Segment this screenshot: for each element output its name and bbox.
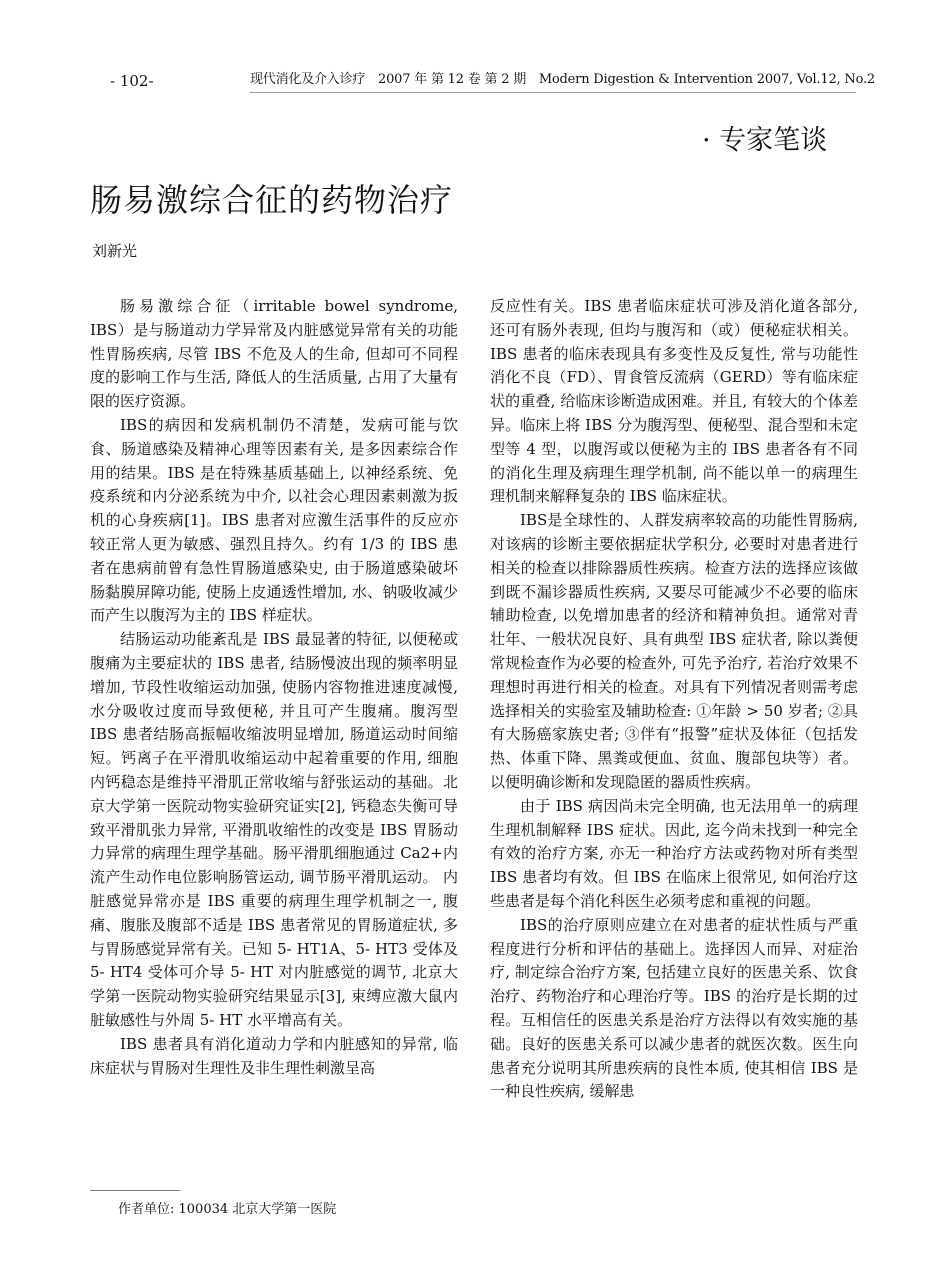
- article-title: 肠易激综合征的药物治疗: [90, 181, 454, 219]
- paragraph: 由于 IBS 病因尚未完全明确, 也无法用单一的病理生理机制解释 IBS 症状。因此, 迄今尚未找到一种完全有效的治疗方案, 亦无一种治疗方法或药物对所有类型 IBS 患者均有效。但 IBS 在临床上很常见, 如何治疗这些患者是每个消化科医生必须考虑和重视的问题。: [490, 796, 858, 910]
- paragraph: IBS是全球性的、人群发病率较高的功能性胃肠病, 对该病的诊断主要依据症状学积分, 必要时对患者进行相关的检查以排除器质性疾病。检查方法的选择应该做到既不漏诊器质性疾病, 又要尽可能减少不必要的临床辅助检查, 以免增加患者的经济和精神负担。通常对青壮年、一般状况良好、具有典型 IBS 症状者, 除以粪便常规检查作为必要的检查外, 可先予治疗, 若治疗效果不理想时再进行相关的检查。对具有下列情况者则需考虑选择相关的实验室及辅助检查: ①年龄 > 50 岁者; ②具有大肠癌家族史者; ③伴有“报警”症状及体征（包括发热、体重下降、黑粪或便血、贫血、腹部包块等）者。以便明确诊断和发现隐匿的器质性疾病。: [490, 511, 858, 791]
- paragraph: 结肠运动功能紊乱是 IBS 最显著的特征, 以便秘或腹痛为主要症状的 IBS 患者, 结肠慢波出现的频率明显增加, 节段性收缩运动加强, 使肠内容物推进速度减慢, 水分吸收过度而导致便秘, 并且可产生腹痛。腹泻型 IBS 患者结肠高振幅收缩波明显增加, 肠道运动时间缩短。钙离子在平滑肌收缩运动中起着重要的作用, 细胞内钙稳态是维持平滑肌正常收缩与舒张运动的基础。北京大学第一医院动物实验研究证实[2], 钙稳态失衡可导致平滑肌张力异常, 平滑肌收缩性的改变是 IBS 胃肠动力异常的病理生理学基础。肠平滑肌细胞通过 Ca2+内流产生动作电位影响肠管运动, 调节肠平滑肌运动。 内脏感觉异常亦是 IBS 重要的病理生理学机制之一, 腹痛、腹胀及腹部不适是 IBS 患者常见的胃肠道症状, 多与胃肠感觉异常有关。已知 5- HT1A、5- HT3 受体及 5- HT4 受体可介导 5- HT 对内脏感觉的调节, 北京大学第一医院动物实验研究结果显示[3], 束缚应激大鼠内脏敏感性与外周 5- HT 水平增高有关。: [90, 630, 458, 1029]
- author-name: 刘新光: [92, 242, 138, 260]
- header-rule: [250, 92, 856, 93]
- paragraph: IBS 患者具有消化道动力学和内脏感知的异常, 临床症状与胃肠对生理性及非生理性刺激呈高: [90, 1034, 458, 1077]
- paragraph: IBS的治疗原则应建立在对患者的症状性质与严重程度进行分析和评估的基础上。选择因人而异、对症治疗, 制定综合治疗方案, 包括建立良好的医患关系、饮食治疗、药物治疗和心理治疗等。IBS 的治疗是长期的过程。互相信任的医患关系是治疗方法得以有效实施的基础。良好的医患关系可以减少患者的就医次数。医生向患者充分说明其所患疾病的良性本质, 使其相信 IBS 是一种良性疾病, 缓解患: [490, 915, 858, 1101]
- journal-header: 现代消化及介入诊疗 2007 年 第 12 卷 第 2 期 Modern Digestion & Intervention 2007, Vol.12, No.2: [250, 72, 875, 87]
- footnote-rule: [90, 1190, 180, 1191]
- paragraph: 肠易激综合征（irritable bowel syndrome, IBS）是与肠道动力学异常及内脏感觉异常有关的功能性胃肠疾病, 尽管 IBS 不危及人的生命, 但却可不同程度的影响工作与生活, 降低人的生活质量, 占用了大量有限的医疗资源。: [90, 297, 458, 411]
- author-affiliation-footnote: 作者单位: 100034 北京大学第一医院: [118, 1202, 337, 1217]
- paragraph: 反应性有关。IBS 患者临床症状可涉及消化道各部分, 还可有肠外表现, 但均与腹泻和（或）便秘症状相关。IBS 患者的临床表现具有多变性及反复性, 常与功能性消化不良（FD）、胃食管反流病（GERD）等有临床症状的重叠, 给临床诊断造成困难。并且, 有较大的个体差异。临床上将 IBS 分为腹泻型、便秘型、混合型和未定型等 4 型，以腹泻或以便秘为主的 IBS 患者各有不同的消化生理及病理生理学机制, 尚不能以单一的病理生理机制来解释复杂的 IBS 临床症状。: [490, 297, 858, 506]
- body-column-left: [90, 295, 458, 1080]
- body-column-right: [490, 295, 858, 1104]
- section-label: · 专家笔谈: [702, 125, 828, 156]
- page-number: - 102-: [110, 72, 154, 90]
- paragraph: IBS的病因和发病机制仍不清楚，发病可能与饮食、肠道感染及精神心理等因素有关, 是多因素综合作用的结果。IBS 是在特殊基质基础上, 以神经系统、免疫系统和内分泌系统为中介, 以社会心理因素刺激为扳机的心身疾病[1]。IBS 患者对应激生活事件的反应亦较正常人更为敏感、强烈且持久。约有 1/3 的 IBS 患者在患病前曾有急性胃肠道感染史, 由于肠道感染破坏肠黏膜屏障功能, 使肠上皮通透性增加, 水、钠吸收减少而产生以腹泻为主的 IBS 样症状。: [90, 415, 458, 625]
